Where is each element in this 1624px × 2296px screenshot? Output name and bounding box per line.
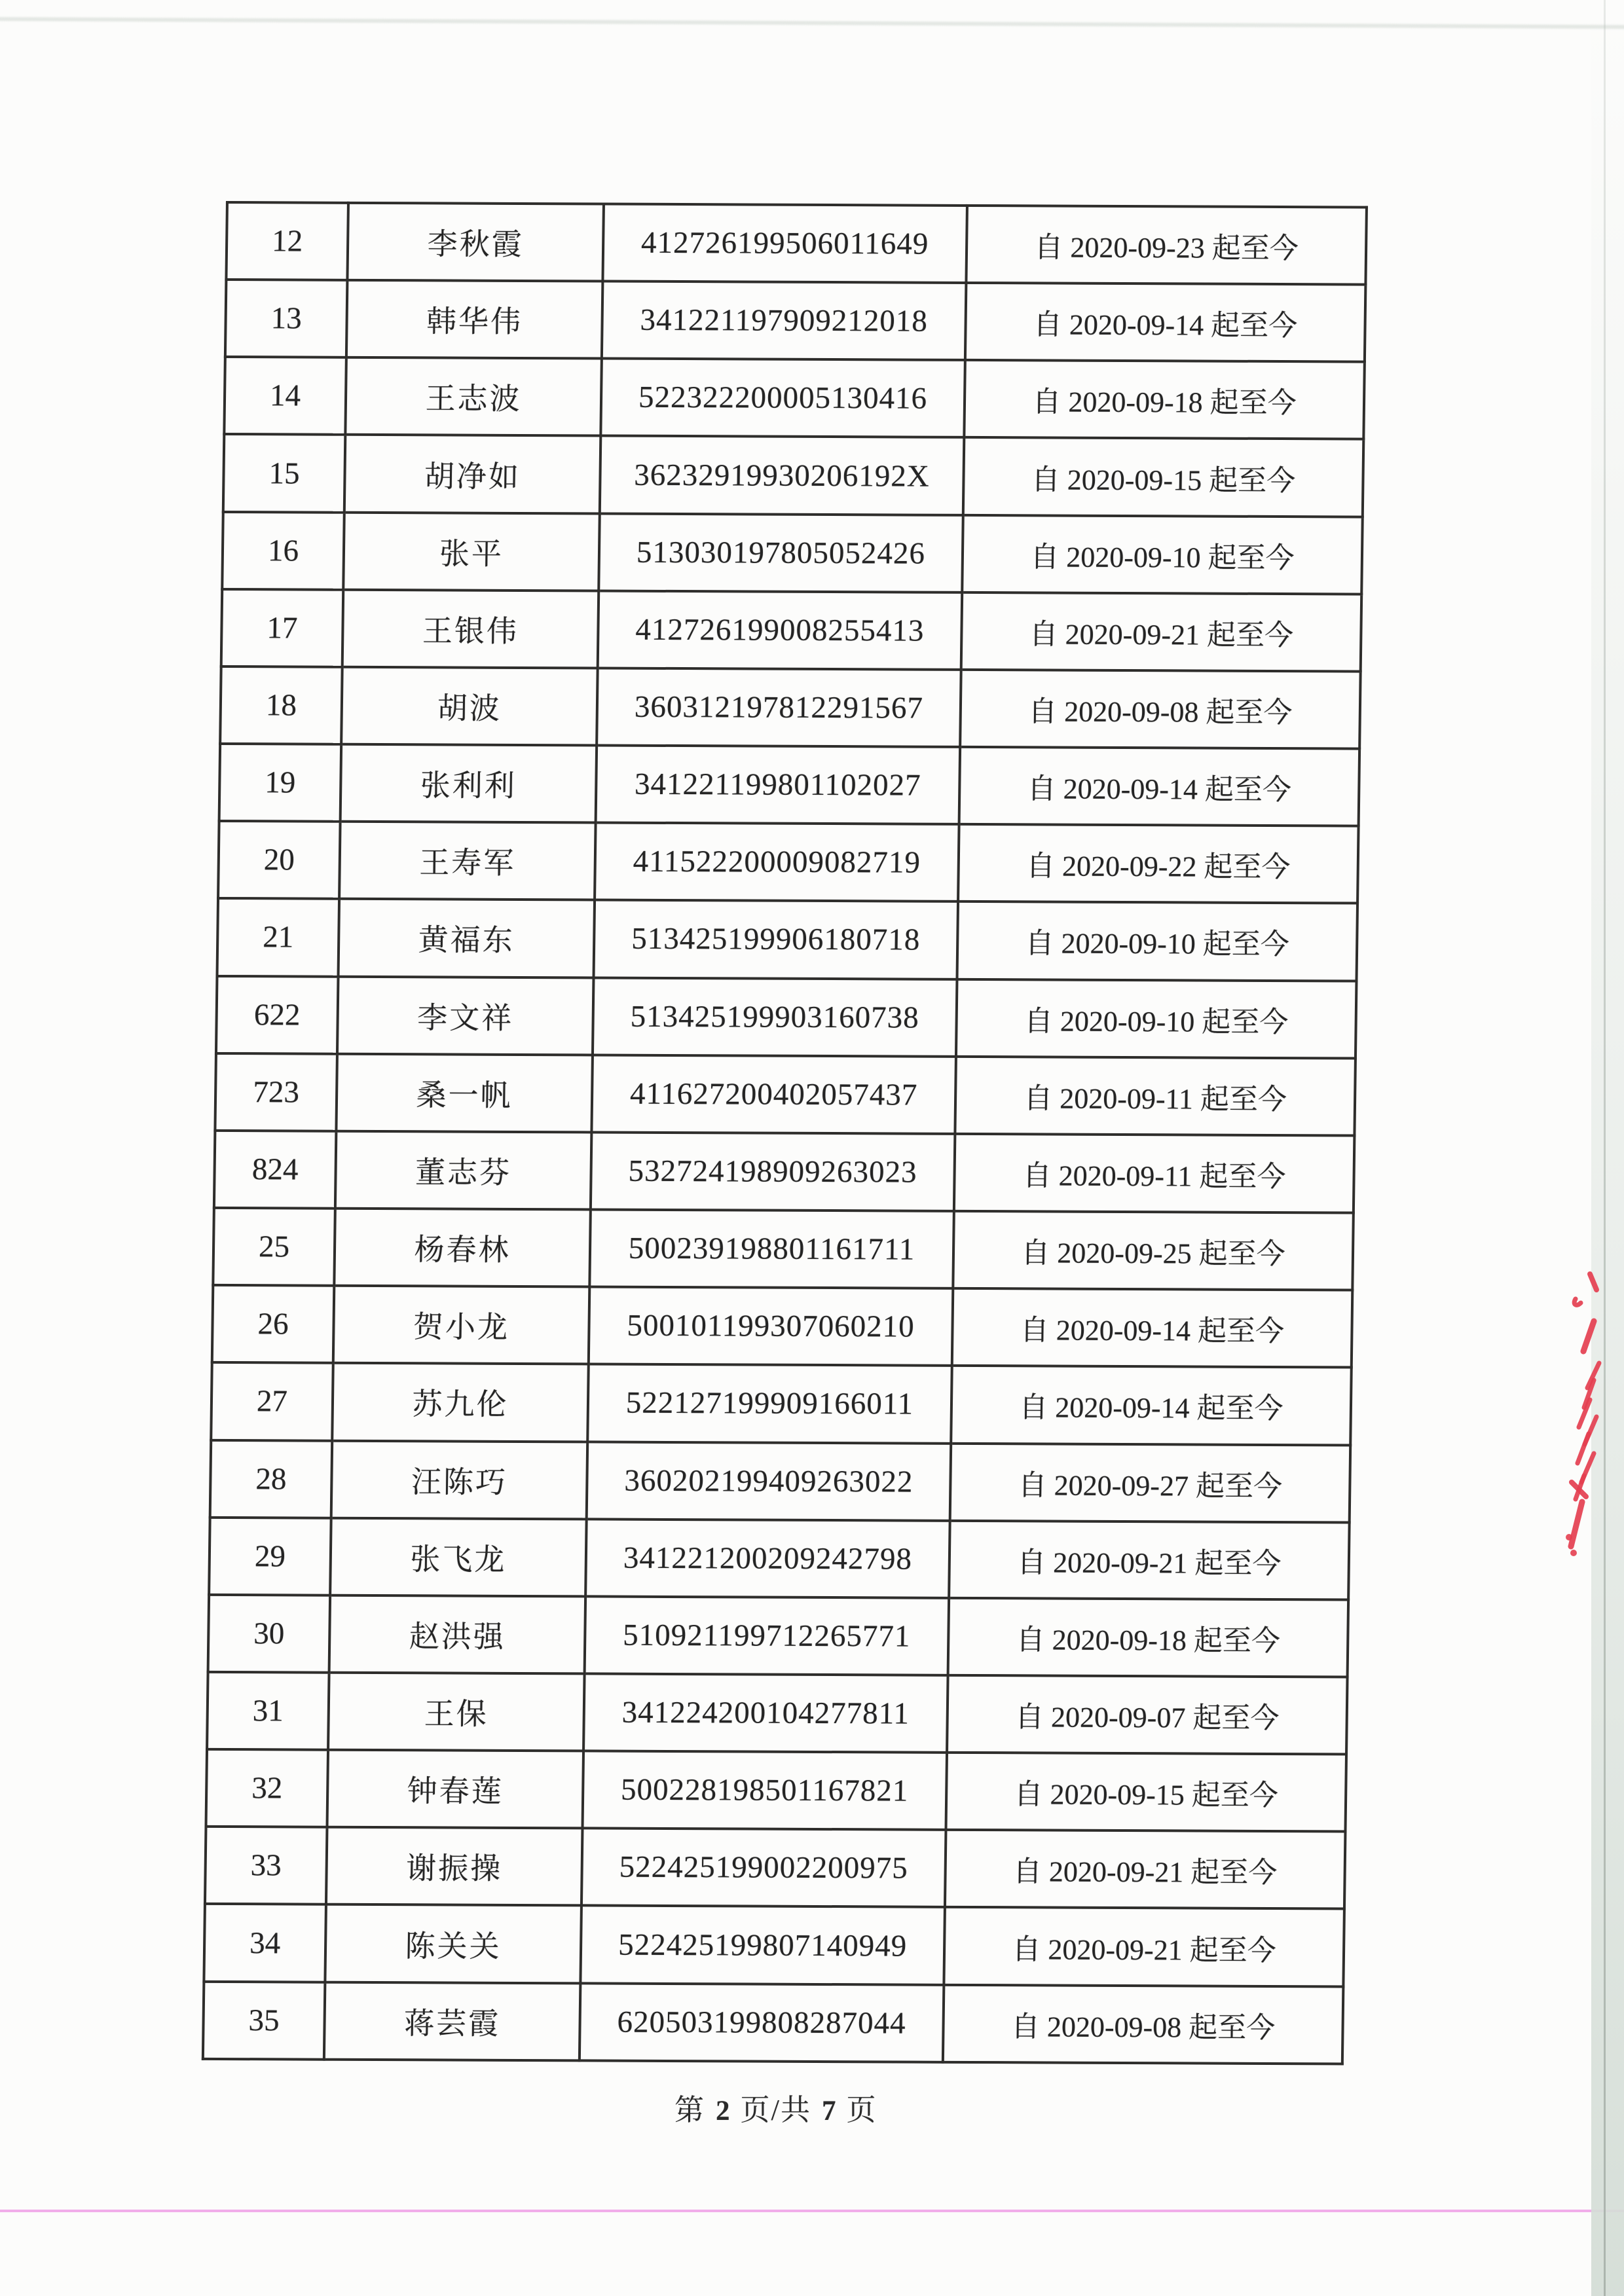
cell-quarantine-period: 自 2020-09-14 起至今 — [965, 283, 1366, 362]
cell-person-name: 谢振操 — [326, 1827, 583, 1906]
cell-row-number: 19 — [219, 744, 342, 822]
cell-quarantine-period: 自 2020-09-15 起至今 — [963, 437, 1364, 517]
cell-row-number: 31 — [207, 1672, 329, 1750]
table-row — [223, 434, 1364, 517]
cell-person-name: 胡波 — [341, 667, 598, 746]
roster-table — [202, 201, 1368, 2065]
table-row — [204, 1904, 1344, 1986]
cell-quarantine-period: 自 2020-09-23 起至今 — [966, 206, 1367, 285]
cell-person-name: 李文祥 — [337, 976, 594, 1055]
cell-row-number: 29 — [209, 1518, 331, 1595]
table-row — [215, 1053, 1356, 1136]
cell-row-number: 824 — [214, 1131, 337, 1209]
cell-row-number: 18 — [220, 666, 342, 744]
table-row — [219, 744, 1360, 826]
scan-artifact-right-edge-band — [1591, 0, 1624, 2296]
cell-person-name: 王志波 — [345, 357, 602, 436]
cell-person-name: 蒋芸霞 — [324, 1982, 581, 2060]
cell-id-number: 411627200402057437 — [591, 1055, 956, 1134]
scan-artifact-pink-line — [0, 2210, 1624, 2212]
cell-row-number: 622 — [216, 976, 339, 1054]
cell-row-number: 26 — [212, 1285, 335, 1363]
table-row — [221, 589, 1362, 672]
cell-id-number: 412726199506011649 — [602, 204, 967, 283]
table-row — [213, 1208, 1354, 1290]
table-row — [214, 1131, 1355, 1213]
cell-person-name: 张平 — [343, 512, 600, 591]
table-row — [206, 1749, 1346, 1832]
cell-quarantine-period: 自 2020-09-10 起至今 — [962, 515, 1363, 594]
cell-person-name: 李秋霞 — [347, 203, 604, 282]
cell-id-number: 513425199906180718 — [594, 900, 959, 979]
quarantine-roster-table — [202, 201, 1365, 2065]
table-row — [222, 512, 1363, 594]
cell-quarantine-period: 自 2020-09-21 起至今 — [945, 1830, 1346, 1909]
scan-artifact-top-streak — [0, 17, 1624, 29]
cell-quarantine-period: 自 2020-09-14 起至今 — [959, 747, 1360, 826]
cell-person-name: 王寿军 — [339, 822, 596, 900]
cell-id-number: 411522200009082719 — [595, 823, 959, 902]
cell-id-number: 620503199808287044 — [580, 1983, 944, 2062]
cell-id-number: 341221197909212018 — [602, 282, 967, 361]
cell-quarantine-period: 自 2020-09-18 起至今 — [948, 1598, 1349, 1677]
table-row — [225, 280, 1366, 362]
cell-person-name: 赵洪强 — [329, 1595, 586, 1674]
table-row — [210, 1440, 1351, 1522]
scan-artifact-right-edge-line — [1604, 0, 1606, 2296]
table-row — [216, 976, 1357, 1059]
cell-row-number: 27 — [211, 1362, 333, 1440]
cell-person-name: 董志芬 — [335, 1131, 592, 1210]
cell-id-number: 522127199909166011 — [587, 1364, 952, 1444]
cell-id-number: 412726199008255413 — [598, 591, 963, 670]
cell-person-name: 贺小龙 — [333, 1286, 590, 1364]
cell-quarantine-period: 自 2020-09-22 起至今 — [958, 824, 1359, 903]
cell-quarantine-period: 自 2020-09-11 起至今 — [955, 1057, 1356, 1136]
cell-row-number: 21 — [217, 898, 340, 976]
cell-person-name: 张飞龙 — [330, 1518, 587, 1596]
cell-row-number: 30 — [208, 1595, 331, 1673]
cell-row-number: 28 — [210, 1440, 333, 1518]
cell-id-number: 522425199807140949 — [580, 1906, 945, 1985]
cell-row-number: 34 — [204, 1904, 326, 1982]
table-row — [218, 821, 1359, 903]
table-row — [209, 1518, 1350, 1600]
table-row — [208, 1595, 1349, 1677]
footer-text: 页/共 — [740, 2094, 812, 2126]
cell-id-number: 513425199903160738 — [593, 977, 957, 1057]
cell-id-number: 522425199002200975 — [581, 1829, 946, 1908]
cell-id-number: 510921199712265771 — [585, 1596, 950, 1675]
cell-quarantine-period: 自 2020-09-21 起至今 — [944, 1907, 1344, 1986]
table-row — [217, 898, 1358, 981]
cell-quarantine-period: 自 2020-09-08 起至今 — [943, 1984, 1344, 2064]
cell-person-name: 张利利 — [341, 744, 597, 823]
table-row — [211, 1362, 1352, 1445]
footer-text: 页 — [846, 2094, 877, 2126]
cell-person-name: 黄福东 — [339, 899, 595, 977]
footer-page-total: 7 — [822, 2096, 836, 2126]
cell-row-number: 33 — [205, 1827, 327, 1904]
cell-quarantine-period: 自 2020-09-18 起至今 — [964, 360, 1365, 439]
cell-quarantine-period: 自 2020-09-07 起至今 — [947, 1675, 1348, 1755]
cell-row-number: 12 — [226, 202, 348, 280]
table-row — [203, 1981, 1344, 2064]
footer-text: 第 — [674, 2094, 706, 2126]
cell-person-name: 苏九伦 — [332, 1363, 589, 1442]
cell-row-number: 32 — [206, 1749, 328, 1827]
cell-quarantine-period: 自 2020-09-27 起至今 — [950, 1443, 1351, 1522]
cell-row-number: 16 — [222, 512, 344, 590]
table-row — [226, 202, 1367, 285]
cell-row-number: 13 — [225, 280, 348, 357]
cell-quarantine-period: 自 2020-09-10 起至今 — [957, 902, 1357, 981]
cell-person-name: 王保 — [328, 1673, 585, 1751]
cell-person-name: 王银伟 — [342, 590, 599, 668]
cell-quarantine-period: 自 2020-09-11 起至今 — [954, 1134, 1355, 1213]
cell-id-number: 360202199409263022 — [587, 1442, 951, 1521]
cell-person-name: 杨春林 — [334, 1209, 591, 1287]
cell-id-number: 532724198909263023 — [591, 1132, 955, 1211]
cell-id-number: 500239198801161711 — [589, 1209, 954, 1288]
cell-quarantine-period: 自 2020-09-14 起至今 — [952, 1288, 1353, 1368]
cell-person-name: 韩华伟 — [346, 280, 603, 359]
cell-person-name: 胡净如 — [344, 435, 601, 513]
cell-person-name: 桑一帆 — [336, 1053, 593, 1132]
table-row — [212, 1285, 1353, 1368]
cell-quarantine-period: 自 2020-09-15 起至今 — [946, 1753, 1346, 1832]
table-row — [207, 1672, 1348, 1755]
cell-row-number: 35 — [203, 1981, 325, 2059]
cell-person-name: 钟春莲 — [327, 1750, 583, 1829]
cell-quarantine-period: 自 2020-09-14 起至今 — [951, 1366, 1352, 1445]
cell-id-number: 341221199801102027 — [596, 746, 961, 825]
cell-quarantine-period: 自 2020-09-08 起至今 — [960, 670, 1361, 749]
cell-id-number: 341221200209242798 — [585, 1519, 950, 1598]
cell-row-number: 25 — [213, 1208, 335, 1286]
cell-id-number: 500101199307060210 — [589, 1287, 953, 1366]
cell-id-number: 36232919930206192X — [600, 436, 965, 515]
cell-quarantine-period: 自 2020-09-10 起至今 — [956, 979, 1357, 1058]
cell-id-number: 522322200005130416 — [600, 359, 965, 438]
cell-id-number: 360312197812291567 — [597, 668, 961, 747]
cell-row-number: 723 — [215, 1053, 337, 1131]
cell-row-number: 14 — [224, 357, 346, 435]
cell-id-number: 341224200104277811 — [583, 1673, 948, 1753]
cell-row-number: 15 — [223, 434, 346, 512]
cell-row-number: 17 — [221, 589, 344, 667]
cell-id-number: 500228198501167821 — [582, 1751, 947, 1831]
footer-page-number: 2 — [716, 2096, 730, 2126]
cell-row-number: 20 — [218, 821, 341, 899]
cell-person-name: 汪陈巧 — [331, 1440, 588, 1519]
cell-person-name: 陈关关 — [325, 1904, 581, 1983]
cell-quarantine-period: 自 2020-09-21 起至今 — [949, 1520, 1350, 1599]
red-handwriting-mark — [1562, 1264, 1608, 1565]
cell-id-number: 513030197805052426 — [599, 513, 963, 592]
page-footer — [674, 2086, 877, 2125]
table-row — [220, 666, 1361, 749]
table-row — [224, 357, 1365, 439]
cell-quarantine-period: 自 2020-09-21 起至今 — [961, 592, 1362, 672]
table-row — [205, 1827, 1346, 1909]
cell-quarantine-period: 自 2020-09-25 起至今 — [953, 1211, 1354, 1290]
roster-table-body — [203, 202, 1367, 2064]
